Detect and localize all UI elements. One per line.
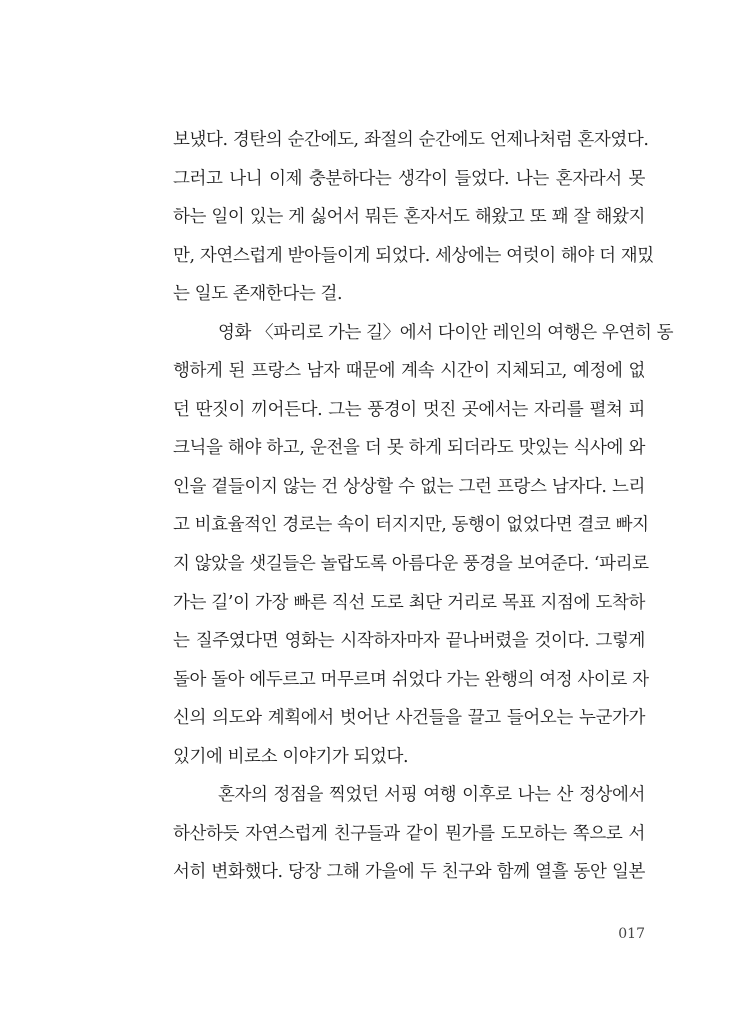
text-line: 고 비효율적인 경로는 속이 터지지만, 동행이 없었다면 결코 빠지 <box>173 515 649 536</box>
text-line: 크닉을 해야 하고, 운전을 더 못 하게 되더라도 맛있는 식사에 와 <box>173 438 645 459</box>
text-line: 그러고 나니 이제 충분하다는 생각이 들었다. 나는 혼자라서 못 <box>173 168 645 189</box>
paragraph-first-line: 혼자의 정점을 찍었던 서핑 여행 이후로 나는 산 정상에서 <box>218 785 645 806</box>
text-line: 지 않았을 샛길들은 놀랍도록 아름다운 풍경을 보여준다. ‘파리로 <box>173 554 649 575</box>
page-number: 017 <box>618 926 645 942</box>
body-text <box>173 121 674 892</box>
text-line: 있기에 비로소 이야기가 되었다. <box>173 746 409 767</box>
text-line: 하산하듯 자연스럽게 친구들과 같이 뭔가를 도모하는 쪽으로 서 <box>173 823 645 844</box>
text-line: 하는 일이 있는 게 싫어서 뭐든 혼자서도 해왔고 또 꽤 잘 해왔지 <box>173 207 645 228</box>
text-line: 신의 의도와 계획에서 벗어난 사건들을 끌고 들어오는 누군가가 <box>173 708 645 729</box>
paragraph-first-line: 영화 〈파리로 가는 길〉에서 다이안 레인의 여행은 우연히 동 <box>218 322 674 343</box>
text-line: 돌아 돌아 에두르고 머무르며 쉬었다 가는 완행의 여정 사이로 자 <box>173 669 649 690</box>
text-line: 는 질주였다면 영화는 시작하자마자 끝나버렸을 것이다. 그렇게 <box>173 631 645 652</box>
text-line: 던 딴짓이 끼어든다. 그는 풍경이 멋진 곳에서는 자리를 펼쳐 피 <box>173 399 645 420</box>
text-line: 보냈다. 경탄의 순간에도, 좌절의 순간에도 언제나처럼 혼자였다. <box>173 130 649 150</box>
text-line: 만, 자연스럽게 받아들이게 되었다. 세상에는 여럿이 해야 더 재밌 <box>173 245 654 266</box>
text-line: 행하게 된 프랑스 남자 때문에 계속 시간이 지체되고, 예정에 없 <box>173 361 645 382</box>
text-line: 는 일도 존재한다는 걸. <box>173 284 343 305</box>
text-line: 인을 곁들이지 않는 건 상상할 수 없는 그런 프랑스 남자다. 느리 <box>173 476 645 497</box>
text-line: 서히 변화했다. 당장 그해 가을에 두 친구와 함께 열흘 동안 일본 <box>173 862 645 883</box>
text-line: 가는 길’이 가장 빠른 직선 도로 최단 거리로 목표 지점에 도착하 <box>173 592 645 613</box>
